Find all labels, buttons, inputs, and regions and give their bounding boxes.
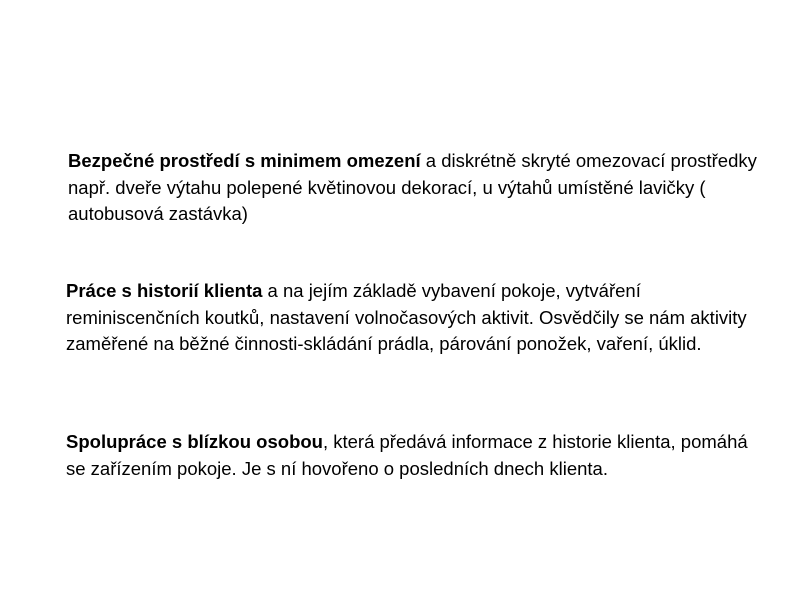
paragraph-environment: [68, 148, 758, 228]
paragraph-client-history: [66, 278, 756, 358]
paragraph-client-history-text: a na jejím základě vybavení pokoje, vytváření reminiscenčních koutků, nastavení volnočasových aktivit. Osvědčily se nám aktivity zaměřené na běžné činnosti-skládání prádla, párování ponožek, vaření, úklid.: [66, 280, 747, 354]
paragraph-cooperation-heading: Spolupráce s blízkou osobou: [66, 431, 323, 452]
paragraph-client-history-heading: Práce s historií klienta: [66, 280, 263, 301]
paragraph-environment-text: a diskrétně skryté omezovací prostředky např. dveře výtahu polepené květinovou dekorací, u výtahů umístěné lavičky ( autobusová zastávka): [68, 150, 757, 224]
paragraph-cooperation-text: , která předává informace z historie klienta, pomáhá se zařízením pokoje. Je s ní hovořeno o posledních dnech klienta.: [66, 431, 748, 479]
paragraph-cooperation: [66, 429, 756, 482]
paragraph-environment-heading: Bezpečné prostředí s minimem omezení: [68, 150, 421, 171]
